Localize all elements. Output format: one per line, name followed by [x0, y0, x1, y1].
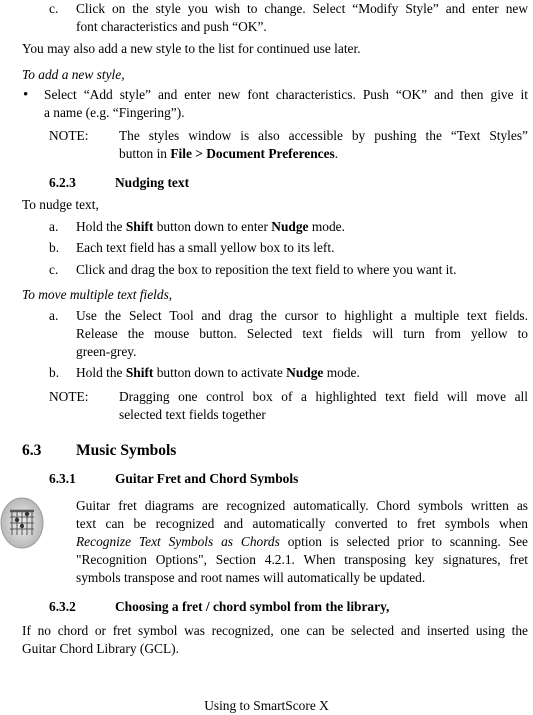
- guitar-chord-icon: [0, 497, 44, 549]
- chord-para-line1: If no chord or fret symbol was recognized, one can be selected and inserted using the: [22, 623, 528, 638]
- section-title-choosing-fret: Choosing a fret / chord symbol from the library,: [115, 599, 390, 614]
- section-title-music-symbols: Music Symbols: [76, 442, 177, 459]
- guitar-para-line3-rest: option is selected prior to scanning. See: [279, 534, 528, 549]
- list-item-c-line2: font characteristics and push “OK”.: [76, 19, 267, 34]
- section-number-6-3: 6.3: [22, 442, 42, 459]
- move-item-a-line2: Release the mouse button. Selected text fields will turn from yellow to: [76, 326, 528, 341]
- section-title-guitar-fret: Guitar Fret and Chord Symbols: [115, 471, 299, 486]
- guitar-para-line5: symbols transpose and root names will automatically be updated.: [76, 570, 426, 585]
- move-item-b-post: mode.: [323, 365, 360, 380]
- nudge-marker-b: b.: [49, 240, 60, 255]
- mode-name: Nudge: [286, 365, 324, 380]
- nudge-item-a-post: mode.: [308, 219, 345, 234]
- section-number-6-2-3: 6.2.3: [49, 175, 76, 190]
- move-item-a-line3: green-grey.: [76, 344, 137, 359]
- move-item-a-line1: Use the Select Tool and drag the cursor to highlight a multiple text fields.: [76, 308, 528, 323]
- nudge-item-a: [76, 218, 528, 236]
- key-name: Shift: [125, 365, 154, 380]
- note1-line1: The styles window is also accessible by pushing the “Text Styles”: [119, 128, 528, 143]
- nudge-item-c: Click and drag the box to reposition the text field to where you want it.: [76, 262, 457, 277]
- page-footer: Using to SmartScore X: [204, 698, 329, 713]
- menu-path: File > Document Preferences: [170, 146, 335, 161]
- move-item-b-pre: Hold the: [76, 365, 126, 380]
- list-item-c-line1: Click on the style you wish to change. Select “Modify Style” and enter new: [76, 1, 528, 16]
- mode-name: Nudge: [271, 219, 309, 234]
- nudge-intro: To nudge text,: [22, 197, 99, 212]
- move-multiple-heading: To move multiple text fields,: [22, 287, 173, 302]
- guitar-para-line3: [76, 533, 528, 551]
- move-marker-b: b.: [49, 365, 60, 380]
- nudge-marker-a: a.: [49, 219, 59, 234]
- note1-line2-post: .: [334, 146, 339, 161]
- nudge-item-b: Each text field has a small yellow box to its left.: [76, 240, 335, 255]
- guitar-para-line2: text can be recognized and automatically converted to fret symbols when: [76, 516, 528, 531]
- note2-line2: selected text fields together: [119, 407, 266, 422]
- guitar-para-line1: Guitar fret diagrams are recognized automatically. Chord symbols written as: [76, 498, 528, 513]
- note-label: NOTE:: [49, 128, 89, 143]
- move-marker-a: a.: [49, 308, 59, 323]
- paragraph-add-style: You may also add a new style to the list for continued use later.: [22, 41, 361, 56]
- add-style-bullet-line1: Select “Add style” and enter new font characteristics. Push “OK” and then give it: [44, 87, 528, 102]
- chord-para-line2: Guitar Chord Library (GCL).: [22, 641, 179, 656]
- key-name: Shift: [125, 219, 154, 234]
- add-style-heading: To add a new style,: [22, 67, 125, 82]
- guitar-chord-icon-graphic: [0, 497, 44, 549]
- option-name: Recognize Text Symbols as Chords: [76, 534, 280, 549]
- list-marker-c: c.: [49, 1, 59, 16]
- note1-line2: [119, 145, 528, 163]
- section-title-nudging-text: Nudging text: [115, 175, 190, 190]
- add-style-bullet-line2: a name (e.g. “Fingering”).: [44, 105, 185, 120]
- guitar-para-line4: "Recognition Options", Section 4.2.1. When transposing key signatures, fret: [76, 552, 528, 567]
- nudge-item-a-mid: button down to enter: [153, 219, 272, 234]
- note2-line1: Dragging one control box of a highlighted text field will move all: [119, 389, 528, 404]
- note1-line2-pre: button in: [119, 146, 171, 161]
- bullet-icon: •: [23, 87, 29, 103]
- nudge-item-a-pre: Hold the: [76, 219, 126, 234]
- move-item-b-mid: button down to activate: [153, 365, 287, 380]
- move-item-b: [76, 364, 528, 382]
- section-number-6-3-2: 6.3.2: [49, 599, 76, 614]
- section-number-6-3-1: 6.3.1: [49, 471, 76, 486]
- nudge-marker-c: c.: [49, 262, 59, 277]
- note-label: NOTE:: [49, 389, 89, 404]
